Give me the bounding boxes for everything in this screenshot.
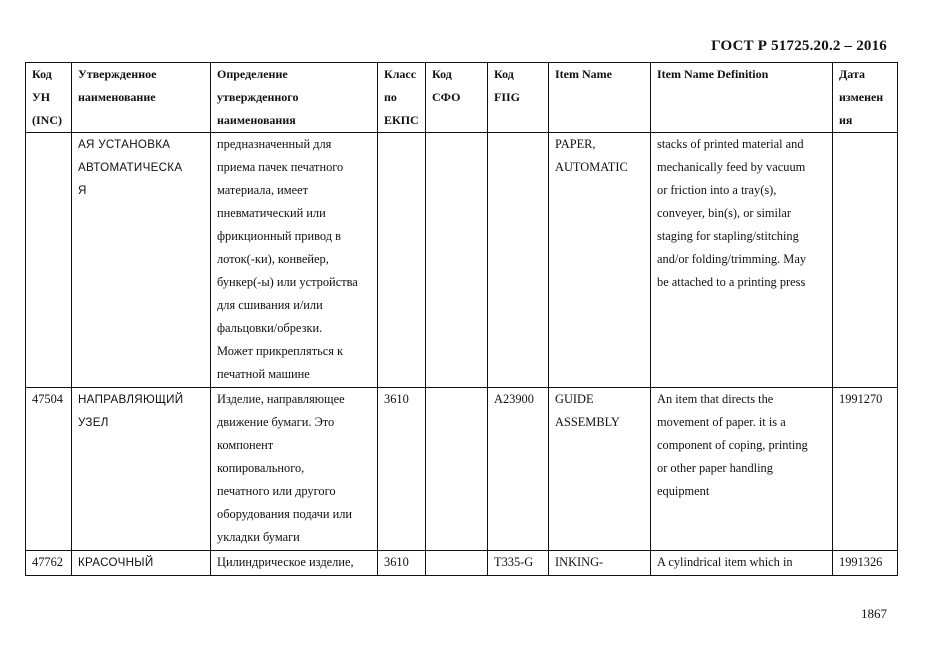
- column-header-definition: Определение утвержденного наименования: [211, 63, 378, 133]
- cell-change-date: [833, 133, 898, 388]
- table-row: [26, 551, 898, 576]
- column-header-inc: Код УН (INC): [26, 63, 72, 133]
- item-name-registry-table: [25, 62, 898, 576]
- cell-inc: [26, 133, 72, 388]
- cell-item-name-definition: stacks of printed material and mechanically feed by vacuum or friction into a tray(s), conveyer, bin(s), or similar staging for stapling/stitching and/or folding/trimming. May be attached to a printing press: [651, 133, 833, 388]
- cell-approved-name: КРАСОЧНЫЙ: [72, 551, 211, 576]
- table-row: [26, 133, 898, 388]
- cell-fiig-code: T335-G: [488, 551, 549, 576]
- column-header-change-date: Дата изменен ия: [833, 63, 898, 133]
- column-header-sfo-code: Код СФО: [426, 63, 488, 133]
- column-header-ekps-class: Класс по ЕКПС: [378, 63, 426, 133]
- cell-item-name-definition: An item that directs the movement of paper. it is a component of coping, printing or other paper handling equipment: [651, 388, 833, 551]
- cell-change-date: 1991270: [833, 388, 898, 551]
- column-header-item-name: Item Name: [549, 63, 651, 133]
- table-header-row: [26, 63, 898, 133]
- cell-definition: Изделие, направляющее движение бумаги. Это компонент копировального, печатного или другого оборудования подачи или укладки бумаги: [211, 388, 378, 551]
- cell-inc: 47504: [26, 388, 72, 551]
- cell-approved-name: АЯ УСТАНОВКА АВТОМАТИЧЕСКА Я: [72, 133, 211, 388]
- document-standard-header: ГОСТ Р 51725.20.2 – 2016: [711, 38, 887, 54]
- cell-sfo-code: [426, 551, 488, 576]
- cell-item-name-definition: A cylindrical item which in: [651, 551, 833, 576]
- cell-sfo-code: [426, 133, 488, 388]
- column-header-fiig-code: Код FIIG: [488, 63, 549, 133]
- cell-change-date: 1991326: [833, 551, 898, 576]
- column-header-approved-name: Утвержденное наименование: [72, 63, 211, 133]
- cell-fiig-code: [488, 133, 549, 388]
- cell-item-name: GUIDE ASSEMBLY: [549, 388, 651, 551]
- cell-ekps-class: 3610: [378, 551, 426, 576]
- cell-definition: Цилиндрическое изделие,: [211, 551, 378, 576]
- cell-ekps-class: 3610: [378, 388, 426, 551]
- cell-item-name: INKING-: [549, 551, 651, 576]
- cell-sfo-code: [426, 388, 488, 551]
- cell-ekps-class: [378, 133, 426, 388]
- table-row: [26, 388, 898, 551]
- cell-definition: предназначенный для приема пачек печатного материала, имеет пневматический или фрикционный привод в лоток(-ки), конвейер, бункер(-ы) или устройства для сшивания и/или фальцовки/обрезки. Может прикрепляться к печатной машине: [211, 133, 378, 388]
- cell-approved-name: НАПРАВЛЯЮЩИЙ УЗЕЛ: [72, 388, 211, 551]
- column-header-item-name-definition: Item Name Definition: [651, 63, 833, 133]
- cell-fiig-code: A23900: [488, 388, 549, 551]
- page-number: 1867: [861, 606, 887, 621]
- cell-item-name: PAPER, AUTOMATIC: [549, 133, 651, 388]
- cell-inc: 47762: [26, 551, 72, 576]
